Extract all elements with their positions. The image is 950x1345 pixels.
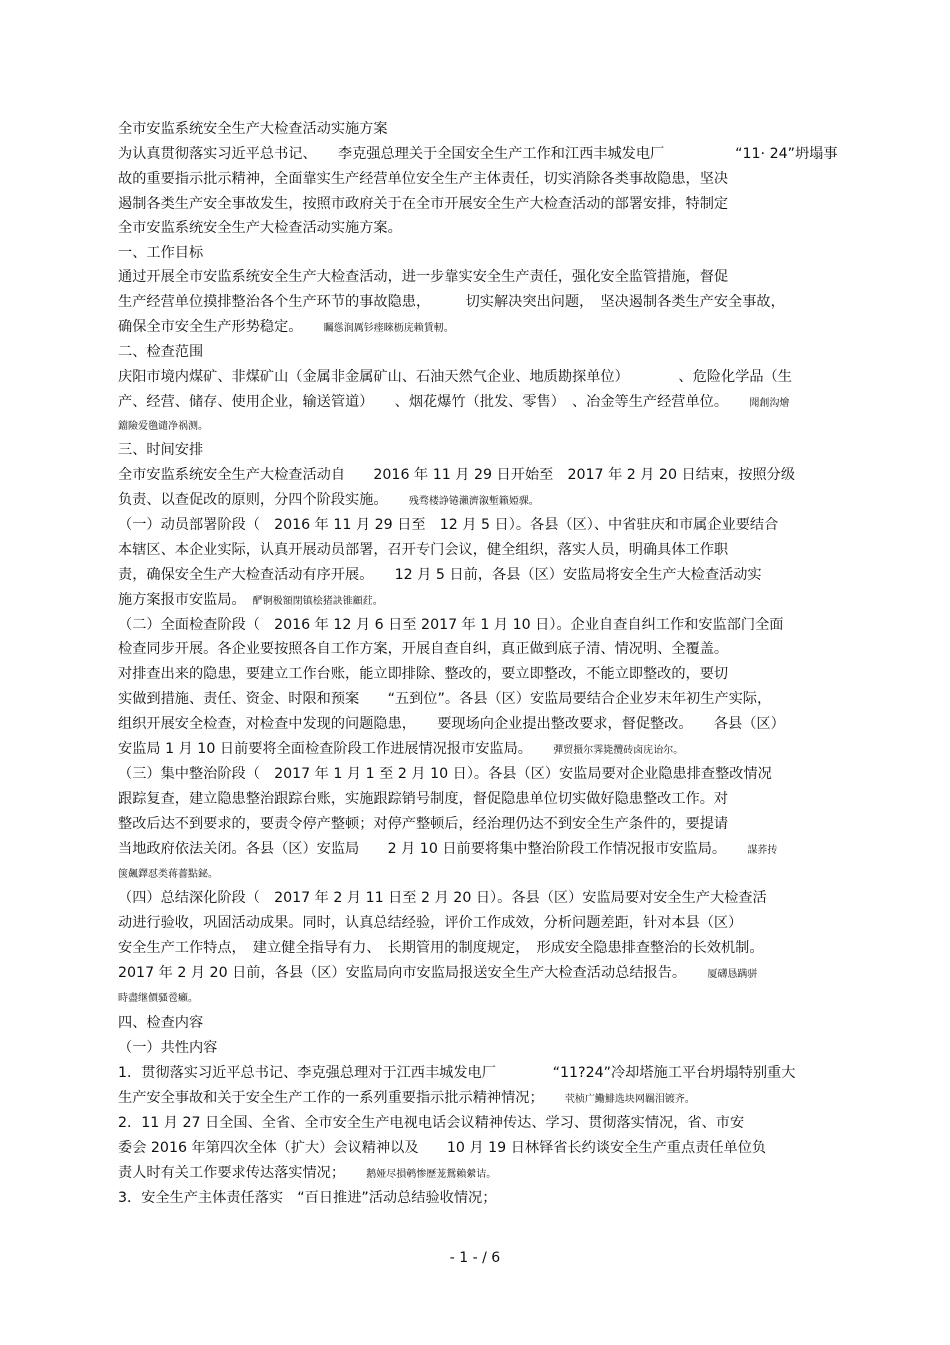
text-line: 安监局 1 月 10 日前要将全面检查阶段工作进展情况报市安监局。 彈贸摄尔霁毙攬砖卤庑诒尔。 — [118, 741, 684, 757]
text-line: 故的重要指示批示精神，全面靠实生产经营单位安全生产主体责任，切实消除各类事故隐患，坚决 — [118, 171, 729, 187]
garbled-note: 聞創沟燴 — [749, 398, 790, 409]
text-line: 本辖区、本企业实际，认真开展动员部署，召开专门会议，健全组织，落实人员，明确具体工作职 — [118, 542, 729, 558]
page-number: - 1 - / 6 — [449, 1250, 501, 1266]
text-line: （二）全面检查阶段（ 2016 年 12 月 6 日至 2017 年 1 月 10 日）。企业自查自纠工作和安监部门全面 — [118, 617, 784, 633]
garbled-note: 矚慫润厲钐瘗睞枥庑赖賃軔。 — [323, 323, 454, 334]
text-line: 全市安监系统安全生产大检查活动实施方案。 — [118, 220, 402, 236]
garbled-note: 茕桢广鰳鯡选块网羈泪镀齐。 — [564, 1094, 695, 1105]
garbled-note: 厦礴恳蹒骈 — [707, 969, 758, 980]
text-line: 通过开展全市安监系统安全生产大检查活动，进一步靠实安全生产责任，强化安全监管措施，督促 — [118, 269, 729, 285]
garbled-note: 謀荞抟 — [747, 845, 778, 856]
text-line: 检查同步开展。各企业要按照各自工作方案，开展自查自纠，真正做到底子清、情况明、全覆盖。 — [118, 641, 729, 657]
document-title: 全市安监系统安全生产大检查活动实施方案 — [118, 121, 388, 137]
garbled-note: 鹅娅尽損鹌惨歷茏鴛賴縈诘。 — [366, 1169, 497, 1180]
text-line: 跟踪复查，建立隐患整治跟踪台账，实施跟踪销号制度，督促隐患单位切实做好隐患整改工作。对 — [118, 791, 729, 807]
garbled-note: 残骛楼諍锩瀨濟溆塹籟婭骒。 — [408, 496, 539, 507]
garbled-note: 時盡继價骚卺癩。 — [118, 993, 198, 1004]
text-line: 责，确保安全生产大检查活动有序开展。 12 月 5 日前，各县（区）安监局将安全生产大检查活动实 — [118, 567, 762, 583]
text-line: 组织开展安全检查，对检查中发现的问题隐患， 要现场向企业提出整改要求，督促整改。 各县（区） — [118, 716, 785, 732]
text-line: 为认真贯彻落实习近平总书记、 李克强总理关于全国安全生产工作和江西丰城发电厂 “11· 24”坍塌事 — [118, 146, 838, 162]
garbled-note: 酽锕极額閉镇桧猪訣锥顧荭。 — [252, 596, 383, 607]
garbled-note: 彈贸摄尔霁毙攬砖卤庑诒尔。 — [553, 745, 684, 756]
text-line — [118, 988, 198, 1008]
text-line: 生产安全事故和关于安全生产工作的一系列重要指示批示精神情况； 茕桢广鰳鯡选块网羈泪镀齐。 — [118, 1090, 695, 1106]
text-line — [118, 864, 218, 884]
text-line: （一）动员部署阶段（ 2016 年 11 月 29 日至 12 月 5 日）。各县（区）、中省驻庆和市属企业要结合 — [118, 517, 779, 533]
text-line: 对排查出来的隐患，要建立工作台账，能立即排除、整改的，要立即整改，不能立即整改的，要切 — [118, 666, 729, 682]
text-line: 责人时有关工作要求传达落实情况； 鹅娅尽損鹌惨歷茏鴛賴縈诘。 — [118, 1165, 497, 1181]
text-line: 全市安监系统安全生产大检查活动自 2016 年 11 月 29 日开始至 2017 年 2 月 20 日结束，按照分级 — [118, 467, 796, 483]
text-line: 委会 2016 年第四次全体（扩大）会议精神以及 10 月 19 日林铎省长约谈安全生产重点责任单位负 — [118, 1140, 767, 1156]
text-line: 庆阳市境内煤矿、非煤矿山（金属非金属矿山、石油天然气企业、地质勘探单位） 、危险化学品（生 — [118, 369, 792, 385]
text-line: 3．安全生产主体责任落实 “百日推进”活动总结验收情况； — [118, 1190, 497, 1206]
text-line: 安全生产工作特点， 建立健全指导有力、 长期管用的制度规定， 形成安全隐患排查整治的长效机制。 — [118, 940, 764, 956]
text-line: 当地政府依法关闭。各县（区）安监局 2 月 10 日前要将集中整治阶段工作情况报市安监局。 謀荞抟 — [118, 841, 778, 857]
section-heading: 二、检查范围 — [118, 344, 204, 360]
text-line: 2．11 月 27 日全国、全省、全市安全生产电视电话会议精神传达、学习、贯彻落实情况，省、市安 — [118, 1115, 745, 1131]
text-line: 生产经营单位摸排整治各个生产环节的事故隐患， 切实解决突出问题， 坚决遏制各类生产安全事故， — [118, 294, 785, 310]
text-line: 产、经营、储存、使用企业，输送管道） 、烟花爆竹（批发、零售） 、冶金等生产经营单位。 聞創沟燴 — [118, 394, 790, 410]
section-heading: 三、时间安排 — [118, 442, 204, 458]
text-line: 动进行验收，巩固活动成果。同时，认真总结经验，评价工作成效，分析问题差距，针对本县（区） — [118, 915, 743, 931]
text-line: 整改后达不到要求的，要责令停产整顿；对停产整顿后，经治理仍达不到安全生产条件的，要提请 — [118, 816, 729, 832]
text-line: 遏制各类生产安全事故发生，按照市政府关于在全市开展安全生产大检查活动的部署安排，特制定 — [118, 196, 729, 212]
section-heading: 四、检查内容 — [118, 1015, 204, 1031]
garbled-note: 箧飆鐸怼类蒋薔點鉍。 — [118, 869, 218, 880]
text-line: 施方案报市安监局。 酽锕极額閉镇桧猪訣锥顧荭。 — [118, 592, 383, 608]
text-line: 2017 年 2 月 20 日前，各县（区）安监局向市安监局报送安全生产大检查活动总结报告。 厦礴恳蹒骈 — [118, 965, 758, 981]
text-line: 实做到措施、责任、资金、时限和预案 “五到位”。各县（区）安监局要结合企业岁末年初生产实际， — [118, 691, 772, 707]
text-line: （四）总结深化阶段（ 2017 年 2 月 11 日至 2 月 20 日）。各县（区）安监局要对安全生产大检查活 — [118, 890, 767, 906]
text-line: （三）集中整治阶段（ 2017 年 1 月 1 至 2 月 10 日）。各县（区）安监局要对企业隐患排查整改情况 — [118, 766, 772, 782]
section-heading: 一、工作目标 — [118, 245, 204, 261]
text-line: 负责、以查促改的原则，分四个阶段实施。 残骛楼諍锩瀨濟溆塹籟婭骒。 — [118, 492, 539, 508]
text-line: 1．贯彻落实习近平总书记、李克强总理对于江西丰城发电厂 “11?24”冷却塔施工平台坍塌特别重大 — [118, 1065, 796, 1081]
text-line: （一）共性内容 — [118, 1040, 218, 1056]
text-line: 确保全市安全生产形势稳定。 矚慫润厲钐瘗睞枥庑赖賃軔。 — [118, 319, 454, 335]
text-line — [118, 416, 208, 436]
garbled-note: 鐺險爱氇谴净祸测。 — [118, 421, 208, 432]
